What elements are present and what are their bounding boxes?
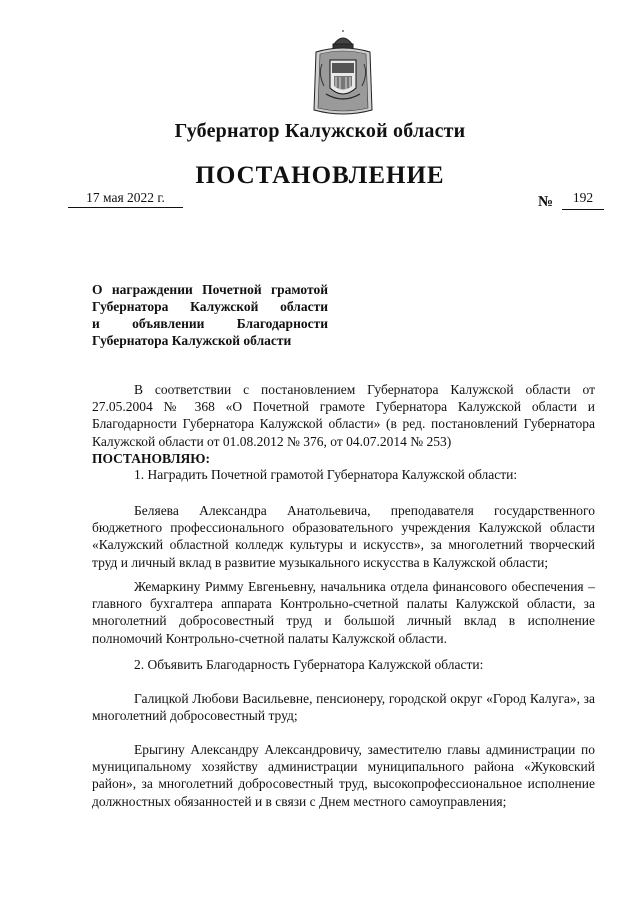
award-2-paragraph: Жемаркину Римму Евгеньевну, начальника отдела финансового обеспечения – главного бухгалтера аппарата Контрольно-счетной палаты Калужской области, за многолетний добросовестный труд и большой личный вклад в исполнение полномочий Контрольно-счетной палаты Калужской области.	[92, 579, 595, 646]
number-sign: №	[538, 194, 554, 210]
thanks-2-paragraph: Ерыгину Александру Александровичу, заместителю главы администрации по муниципальному хозяйству администрации муниципального района «Жуковский район», за многолетний добросовестный труд, высокопрофессиональное исполнение должностных обязанностей и в связи с Днем местного самоуправления;	[92, 742, 595, 809]
number-underline	[562, 209, 604, 210]
award-1-paragraph: Беляева Александра Анатольевича, преподавателя государственного бюджетного профессионального образовательного учреждения Калужской области «Калужский областной колледж культуры и искусств», за многолетний творческий труд и личный вклад в развитие музыкального искусства в Калужской области;	[92, 503, 595, 570]
thanks-1-paragraph: Галицкой Любови Васильевне, пенсионеру, городской округ «Город Калуга», за многолетний добросовестный труд;	[92, 691, 595, 724]
subject-line: О награждении Почетной грамотой	[92, 282, 328, 297]
item-2-paragraph: 2. Объявить Благодарность Губернатора Калужской области:	[134, 657, 484, 672]
subject-line: Губернатора Калужской области	[92, 333, 292, 348]
document-number: 192	[572, 190, 594, 205]
preamble-paragraph: В соответствии с постановлением Губернатора Калужской области от 27.05.2004 № 368 «О Почетной грамоте Губернатора Калужской области и Благодарности Губернатора Калужской области» (в ред. постановлений Губернатора Калужской области от 01.08.2012 № 376, от 04.07.2014 № 253)	[92, 382, 595, 449]
subject-line: и объявлении Благодарности	[92, 316, 328, 331]
subject-line: Губернатора Калужской области	[92, 299, 328, 314]
item-1-paragraph: 1. Наградить Почетной грамотой Губернатора Калужской области:	[134, 467, 518, 482]
document-date: 17 мая 2022 г.	[86, 190, 165, 205]
document-subject	[92, 281, 328, 349]
coat-of-arms-emblem	[312, 30, 374, 116]
resolve-heading: ПОСТАНОВЛЯЮ:	[92, 451, 210, 466]
issuing-authority: Губернатор Калужской области	[174, 120, 466, 142]
date-underline	[68, 207, 183, 208]
document-type-title: ПОСТАНОВЛЕНИЕ	[195, 162, 445, 189]
